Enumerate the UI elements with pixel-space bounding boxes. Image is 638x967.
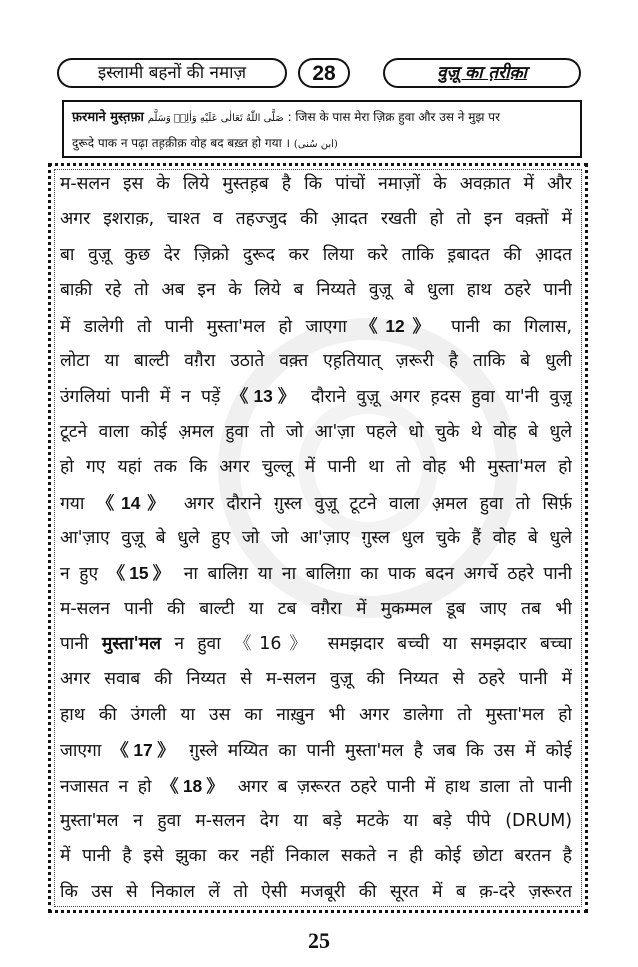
line-text: म-सलन इस के लिये मुस्तह़ब है कि पांचों नमाज़ों के अवक़ात में और (60, 174, 572, 194)
line-text-cont: दौराने वुज़ू अगर ह़दस हुवा या'नी वुज़ू (310, 387, 572, 408)
line-text-cont: ना बालिग़ या ना बालिग़ा का पाक बदन अगर्चे ठहरे पानी (183, 564, 572, 585)
line-text: लोटा या बाल्टी वग़ैरा उठाते वक़्त एह़तियात् ज़रूरी है ताकि बे धुली (60, 350, 572, 371)
line-text: जाएगा (60, 741, 102, 762)
bold-term: मुस्ता'मल (101, 634, 161, 655)
text-line (60, 769, 572, 804)
line-text: पानी (60, 634, 89, 655)
text-line (60, 202, 572, 237)
line-text: अगर सवाब की निय्यत से म-सलन वुज़ू की निय्यत से ठहरे पानी में (60, 669, 572, 690)
text-line (60, 733, 572, 768)
line-text: में डालेगी तो पानी मुस्ता'मल हो जाएगा (60, 316, 347, 337)
notice-line-2 (72, 131, 572, 157)
rule-number: 《18》 (161, 775, 228, 796)
line-text-cont: अगर ब ज़रूरत ठहरे पानी में हाथ डाला तो पानी (237, 776, 572, 797)
rule-number: 《14》 (96, 492, 172, 513)
notice-source: (ابن سُنی) (293, 139, 338, 150)
rule-number: 《17》 (111, 740, 180, 761)
notice-text-2: दुरूदे पाक न पढ़ा तह़क़ीक़ वोह बद बख़्त हो गया । (72, 136, 291, 150)
text-line (60, 238, 572, 273)
line-text: हो गए यहां तक कि अगर चुल्लू में पानी था तो वोह भी मुस्ता'मल हो (60, 457, 572, 478)
line-text: न हुए (60, 564, 99, 585)
text-line (60, 839, 572, 874)
book-title: इस्लामी बहनों की नमाज़ (97, 62, 247, 83)
notice-heading: फ़रमाने मुस्त़फ़ा (72, 110, 144, 125)
chapter-title: वुज़ू का त़रीक़ा (437, 62, 527, 83)
line-text: कि उस से निकाल लें तो ऐसी मजबूरी की सूरत में ब क़-दरे ज़रूरत (60, 881, 572, 902)
text-line (60, 521, 572, 556)
text-line (60, 486, 572, 521)
hadith-notice-box (62, 100, 582, 158)
line-text-cont: अगर दौराने ग़ुस्ल वुज़ू टूटने वाला अ़मल हुवा तो सिर्फ़ (183, 493, 572, 514)
notice-text-1: : जिस के पास मेरा ज़िक्र हुवा और उस ने मुझ पर (287, 110, 501, 124)
rule-number: 《13》 (230, 386, 301, 407)
line-text-cont: न हुवा 《16》 समझदार बच्ची या समझदार बच्चा (174, 634, 572, 655)
line-text: नजासत न हो (60, 776, 152, 797)
text-line (60, 804, 572, 839)
page-number-footer: 25 (308, 928, 330, 953)
book-title-pill (57, 58, 287, 88)
line-text-cont: पानी का गिलास, (451, 316, 572, 337)
text-line (60, 662, 572, 697)
line-text: उंगलियां पानी में न पड़ें (60, 387, 221, 408)
notice-line-1 (72, 105, 572, 131)
line-text: बाक़ी रहे तो अब इन के लिये ब निय्यते वुज़ू बे धुला हाथ ठहरे पानी (60, 280, 572, 301)
rule-number: 《15》 (107, 563, 175, 584)
text-line (60, 698, 572, 733)
text-line (60, 344, 572, 379)
text-line (60, 627, 572, 662)
text-line (60, 556, 572, 591)
text-line (60, 167, 572, 202)
text-line (60, 273, 572, 308)
text-line (60, 592, 572, 627)
line-text: अगर इशराक़, चाश्त व तहज्जुद की आ़दत रखती हो तो इन वक़्तों में (60, 209, 572, 230)
text-line (60, 450, 572, 485)
text-line (60, 309, 572, 344)
page-number-top: 28 (312, 61, 336, 85)
body-text (60, 167, 572, 910)
text-line (60, 415, 572, 450)
line-text: मुस्ता'मल न हुवा म-सलन देग या बड़े मटके या बड़े पीपे (DRUM) (60, 811, 572, 832)
text-line (60, 379, 572, 414)
notice-arabic-blessing: صَلَّى اللّٰهُ تَعَالٰی عَلَيْهِ وَاٰلِهٖ وَسَلَّم (147, 113, 284, 124)
line-text: में पानी है इसे झुका कर नहीं निकाल सकते न ही कोई छोटा बरतन है (60, 846, 572, 867)
line-text: आ'ज़ाए वुज़ू बे धुले हुए जो जो आ'ज़ाए ग़ुस्ल धुल चुके हैं वोह बे धुले (60, 527, 572, 548)
line-text: हाथ की उंगली या उस का नाख़ुन भी अगर डालेगा तो मुस्ता'मल हो (60, 704, 572, 725)
line-text: गया (60, 493, 85, 514)
page-number-badge (298, 58, 350, 88)
chapter-title-pill (383, 58, 581, 88)
line-text: टूटने वाला कोई अ़मल हुवा तो जो आ'ज़ा पहले धो चुके थे वोह बे धुले (60, 421, 572, 442)
text-line (60, 875, 572, 910)
rule-number: 《12》 (360, 315, 438, 336)
line-text-cont: ग़ुस्ले मय्यित का पानी मुस्ता'मल है जब कि उस में कोई (189, 741, 572, 762)
line-text: म-सलन पानी की बाल्टी या टब वग़ैरा में मुकम्मल डूब जाए तब भी (60, 598, 572, 619)
line-text: बा वुज़ू कुछ देर ज़िक्रो दुरूद कर लिया करे ताकि इ़बादत की आ़दत (60, 244, 572, 265)
